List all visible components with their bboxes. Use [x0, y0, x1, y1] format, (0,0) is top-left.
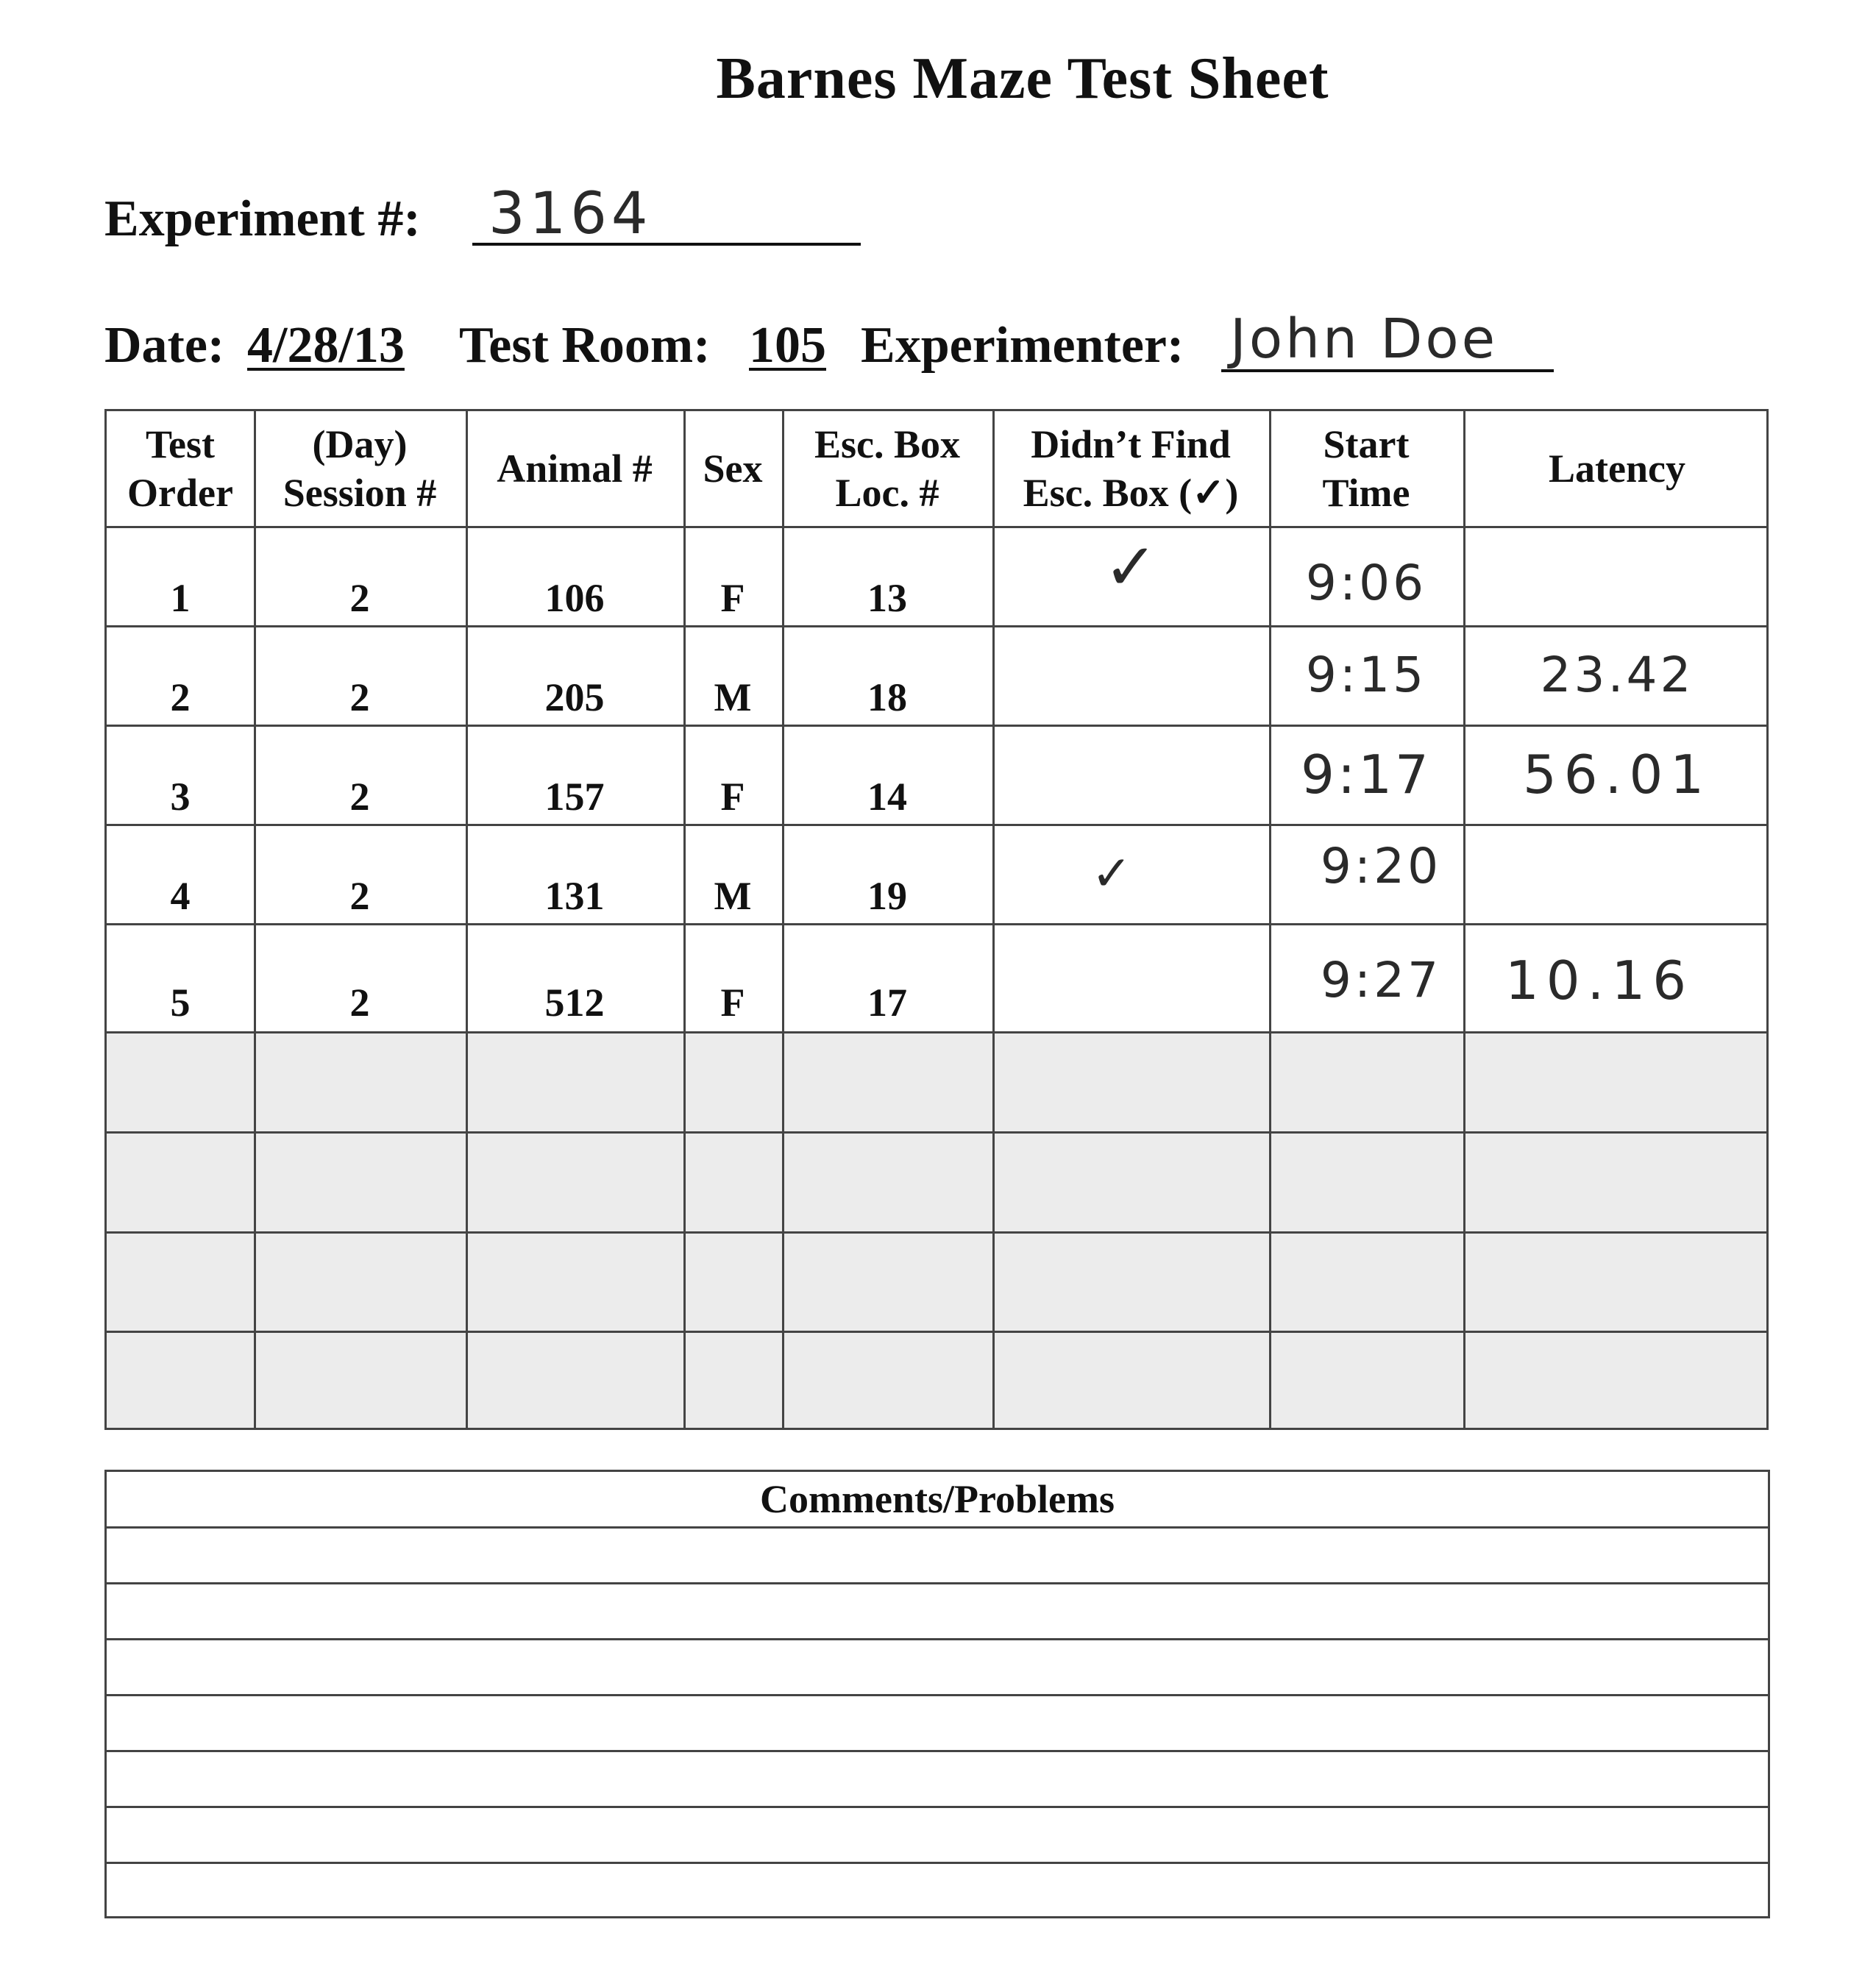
comment-line: [107, 1694, 1768, 1696]
cell-sex: F: [720, 775, 745, 819]
date-value: 4/28/13: [247, 317, 405, 374]
cell-didnt-find: [992, 923, 1269, 1030]
cell-animal: 157: [544, 775, 605, 819]
header-line: Latency: [1549, 446, 1685, 491]
cell-animal: 106: [544, 576, 605, 620]
header-line: Test: [145, 422, 216, 466]
header-sex: [683, 411, 782, 526]
cell-latency: [1463, 831, 1771, 916]
cell-order: 2: [170, 675, 191, 719]
header-esc-box-loc: [782, 411, 992, 526]
cell-loc: 17: [867, 981, 907, 1025]
experimenter-value: John Doe: [1230, 307, 1499, 371]
cell-order: 3: [170, 775, 191, 819]
comment-line: [107, 1750, 1768, 1752]
header-line: Loc. #: [835, 471, 939, 515]
test-room-label: Test Room:: [459, 317, 711, 374]
comment-line: [107, 1582, 1768, 1584]
cell-order: 4: [170, 874, 191, 918]
test-room-value: 105: [749, 317, 826, 374]
header-line: Didn’t Find: [1031, 422, 1231, 466]
cell-start-time: 9:15: [1305, 647, 1427, 703]
cell-animal: 205: [544, 675, 605, 719]
comments-title: Comments/Problems: [760, 1477, 1115, 1521]
experiment-label: Experiment #:: [104, 191, 421, 247]
header-test-order: [107, 411, 254, 526]
header-line: Animal #: [497, 446, 653, 491]
header-session: [254, 411, 466, 526]
header-line: Sex: [703, 446, 763, 491]
cell-latency: 23.42: [1540, 647, 1694, 703]
cell-didnt-find: [992, 725, 1269, 824]
cell-session: 2: [349, 775, 370, 819]
row-divider: [107, 1231, 1766, 1234]
cell-loc: 14: [867, 775, 907, 819]
header-line: Esc. Box: [814, 422, 961, 466]
cell-didnt-find: ✓: [1104, 528, 1158, 605]
cell-session: 2: [349, 874, 370, 918]
cell-start-time: 9:20: [1320, 838, 1442, 894]
cell-didnt-find: ✓: [1091, 845, 1135, 902]
header-line: Start: [1323, 422, 1410, 466]
header-latency: [1463, 411, 1771, 526]
experimenter-label: Experimenter:: [861, 317, 1184, 374]
row-divider: [107, 1331, 1766, 1333]
comment-line: [107, 1862, 1768, 1864]
cell-latency: 56.01: [1522, 743, 1712, 805]
cell-order: 1: [170, 576, 191, 620]
comment-line: [107, 1806, 1768, 1808]
test-table: [104, 409, 1769, 1430]
cell-latency: [1463, 541, 1771, 625]
header-line: (Day): [312, 422, 408, 466]
cell-session: 2: [349, 675, 370, 719]
cell-start-time: 9:17: [1301, 743, 1432, 805]
cell-animal: 512: [544, 981, 605, 1025]
cell-session: 2: [349, 981, 370, 1025]
comment-line: [107, 1638, 1768, 1640]
cell-sex: M: [714, 675, 752, 719]
header-line: Esc. Box (✓): [1023, 471, 1239, 515]
cell-order: 5: [170, 981, 191, 1025]
header-line: Order: [127, 471, 233, 515]
header-start-time: [1269, 411, 1463, 526]
cell-didnt-find: [992, 625, 1269, 725]
cell-session: 2: [349, 576, 370, 620]
cell-latency: 10.16: [1504, 949, 1694, 1011]
empty-rows-shading: [107, 1033, 1766, 1428]
header-didnt-find: [992, 411, 1269, 526]
cell-loc: 19: [867, 874, 907, 918]
cell-loc: 13: [867, 576, 907, 620]
cell-sex: F: [720, 981, 745, 1025]
cell-sex: M: [714, 874, 752, 918]
comments-box: [104, 1470, 1770, 1918]
cell-animal: 131: [544, 874, 605, 918]
cell-sex: F: [720, 576, 745, 620]
cell-start-time: 9:06: [1305, 555, 1427, 611]
row-divider: [107, 1131, 1766, 1134]
comment-line: [107, 1526, 1768, 1529]
header-line: Session #: [283, 471, 437, 515]
cell-loc: 18: [867, 675, 907, 719]
date-label: Date:: [104, 317, 225, 374]
experiment-value: 3164: [488, 181, 653, 247]
cell-start-time: 9:27: [1320, 952, 1442, 1008]
row-divider: [107, 1031, 1766, 1033]
header-line: Time: [1322, 471, 1410, 515]
header-animal: [466, 411, 683, 526]
page-title: Barnes Maze Test Sheet: [716, 46, 1329, 111]
